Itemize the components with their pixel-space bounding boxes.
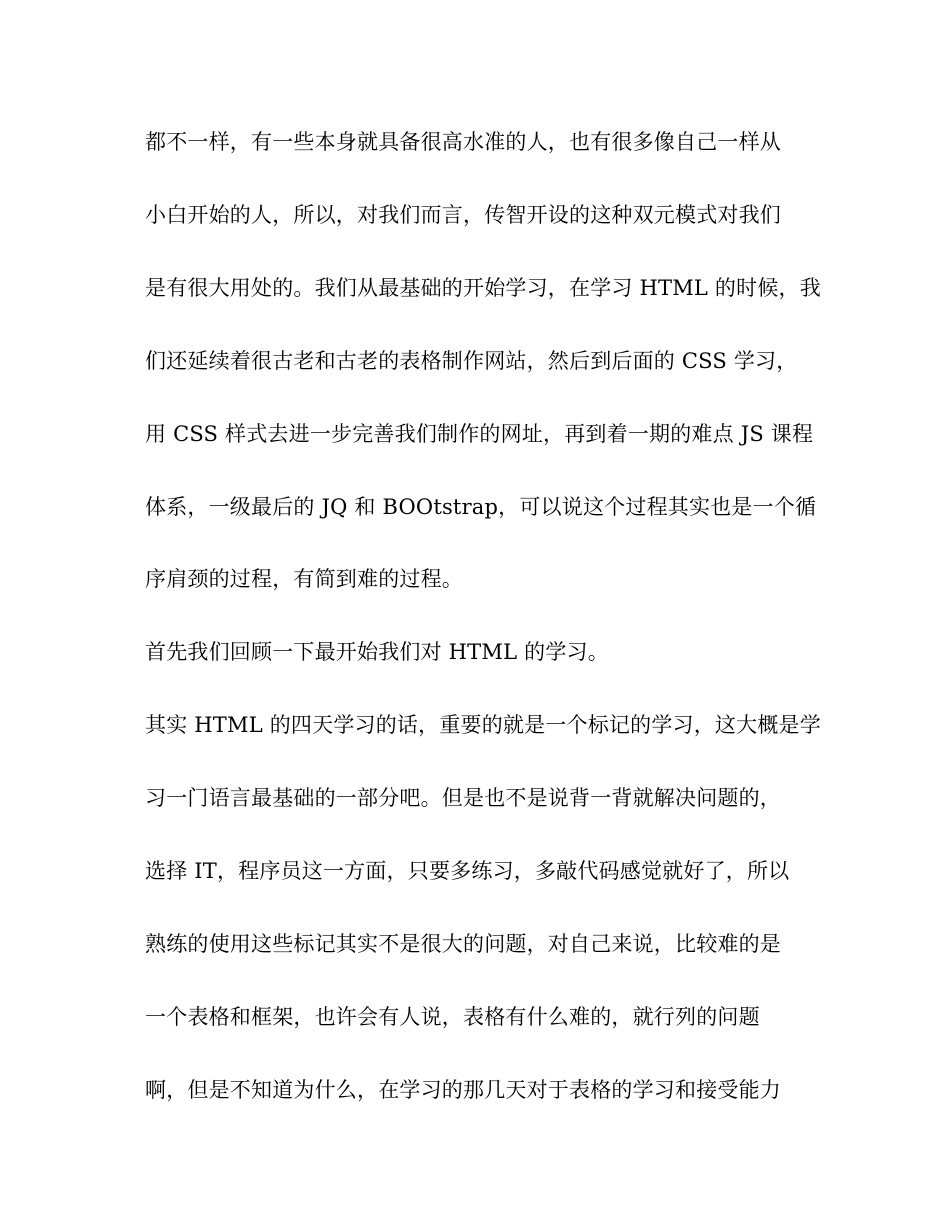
text-line-11: 选择 IT，程序员这一方面，只要多练习，多敲代码感觉就好了，所以: [145, 859, 790, 883]
text-line-3: 是有很大用处的。我们从最基础的开始学习，在学习 HTML 的时候，我: [145, 276, 821, 300]
text-line-8: 首先我们回顾一下最开始我们对 HTML 的学习。: [145, 640, 609, 664]
text-line-2: 小白开始的人，所以，对我们而言，传智开设的这种双元模式对我们: [145, 203, 781, 227]
text-line-6: 体系，一级最后的 JQ 和 BOOtstrap，可以说这个过程其实也是一个循: [145, 495, 817, 519]
text-line-1: 都不一样，有一些本身就具备很高水准的人，也有很多像自己一样从: [145, 130, 781, 154]
text-line-4: 们还延续着很古老和古老的表格制作网站，然后到后面的 CSS 学习，: [145, 349, 798, 373]
text-line-14: 啊，但是不知道为什么，在学习的那几天对于表格的学习和接受能力: [145, 1078, 781, 1102]
text-line-5: 用 CSS 样式去进一步完善我们制作的网址，再到着一期的难点 JS 课程: [145, 422, 814, 446]
text-line-9: 其实 HTML 的四天学习的话，重要的就是一个标记的学习，这大概是学: [145, 713, 821, 737]
text-line-12: 熟练的使用这些标记其实不是很大的问题，对自己来说，比较难的是: [145, 932, 781, 956]
text-line-13: 一个表格和框架，也许会有人说，表格有什么难的，就行列的问题: [145, 1005, 760, 1029]
text-line-10: 习一门语言最基础的一部分吧。但是也不是说背一背就解决问题的，: [145, 786, 781, 810]
text-line-7: 序肩颈的过程，有简到难的过程。: [145, 567, 463, 591]
